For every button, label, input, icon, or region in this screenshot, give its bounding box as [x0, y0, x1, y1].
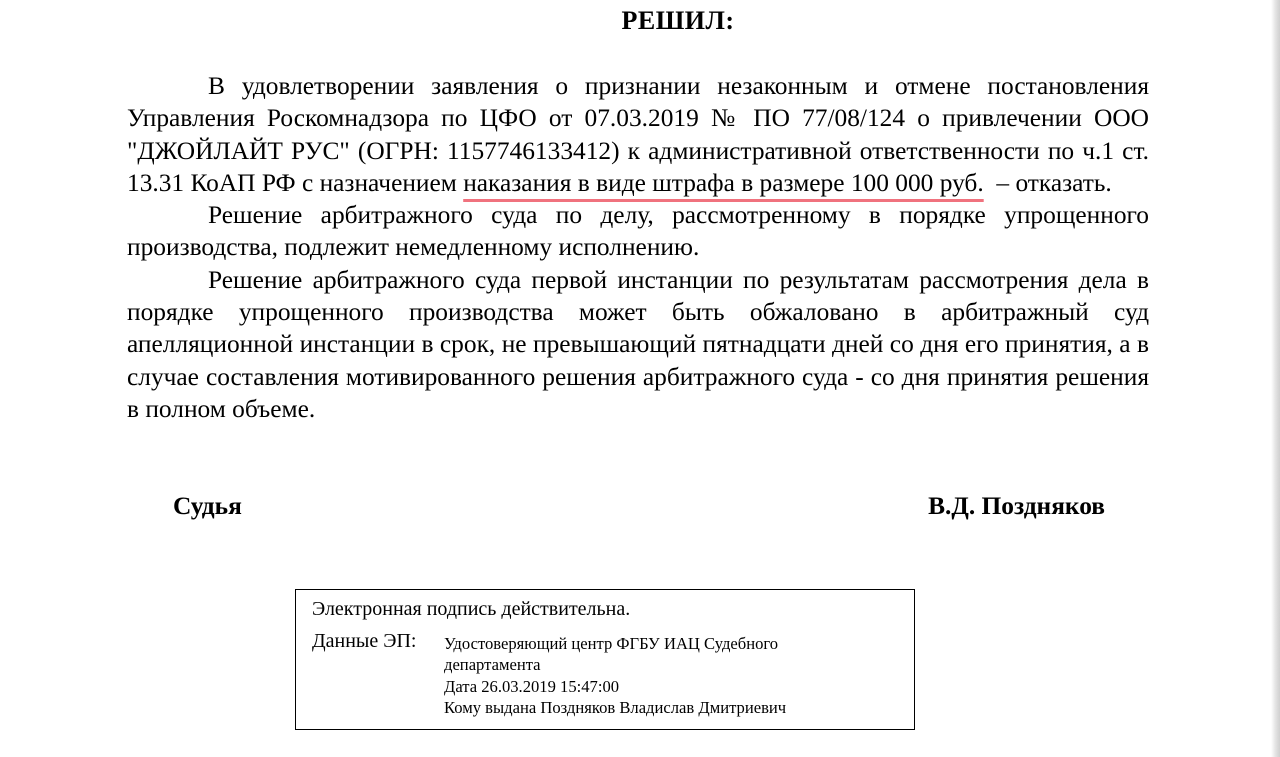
electronic-signature-stamp: [295, 589, 915, 730]
paragraph-refusal-end: – отказать.: [983, 168, 1112, 197]
judge-name: В.Д. Поздняков: [928, 492, 1105, 520]
judge-role: Судья: [173, 492, 242, 520]
judge-signature-row: [173, 490, 1105, 522]
decision-body: [127, 70, 1149, 425]
esig-title: Электронная подпись действительна.: [312, 598, 631, 620]
paragraph-refusal-start: В удовлетворении заявления о признании незаконным и отмене постановления Управления Роскомнадзора по ЦФО от 07.03.2019 № ПО 77/08/124 о привлечении ООО "ДЖОЙЛАЙТ РУС" (ОГРН: 1157746133412) к административной ответственности по ч.1 ст. 13.31 КоАП РФ с назначением: [127, 72, 1149, 197]
esig-detail-line: Удостоверяющий центр ФГБУ ИАЦ Судебного: [444, 634, 779, 653]
esig-detail-line: Кому выдана Поздняков Владислав Дмитриевич: [444, 698, 787, 718]
esig-detail-line: департамента: [444, 655, 541, 675]
esig-details: [444, 633, 786, 719]
esig-label: Данные ЭП:: [312, 630, 417, 652]
paragraph-immediate-execution: Решение арбитражного суда по делу, рассмотренному в порядке упрощенного производства, подлежит немедленному исполнению.: [127, 201, 1149, 262]
paragraph-refusal: [127, 70, 1149, 199]
page-edge-shadow: [1271, 0, 1280, 757]
decision-heading: РЕШИЛ:: [621, 6, 735, 35]
esig-detail-line: Дата 26.03.2019 15:47:00: [444, 676, 620, 696]
paragraph-appeal: Решение арбитражного суда первой инстанции по результатам рассмотрения дела в порядке упрощенного производства может быть обжаловано в арбитражный суд апелляционной инстанции в срок, не превышающий пятнадцати дней со дня его принятия, а в случае составления мотивированного решения арбитражного суда - со дня принятия решения в полном объеме.: [127, 265, 1149, 423]
fine-amount-highlight: наказания в виде штрафа в размере 100 000 руб.: [463, 168, 984, 197]
